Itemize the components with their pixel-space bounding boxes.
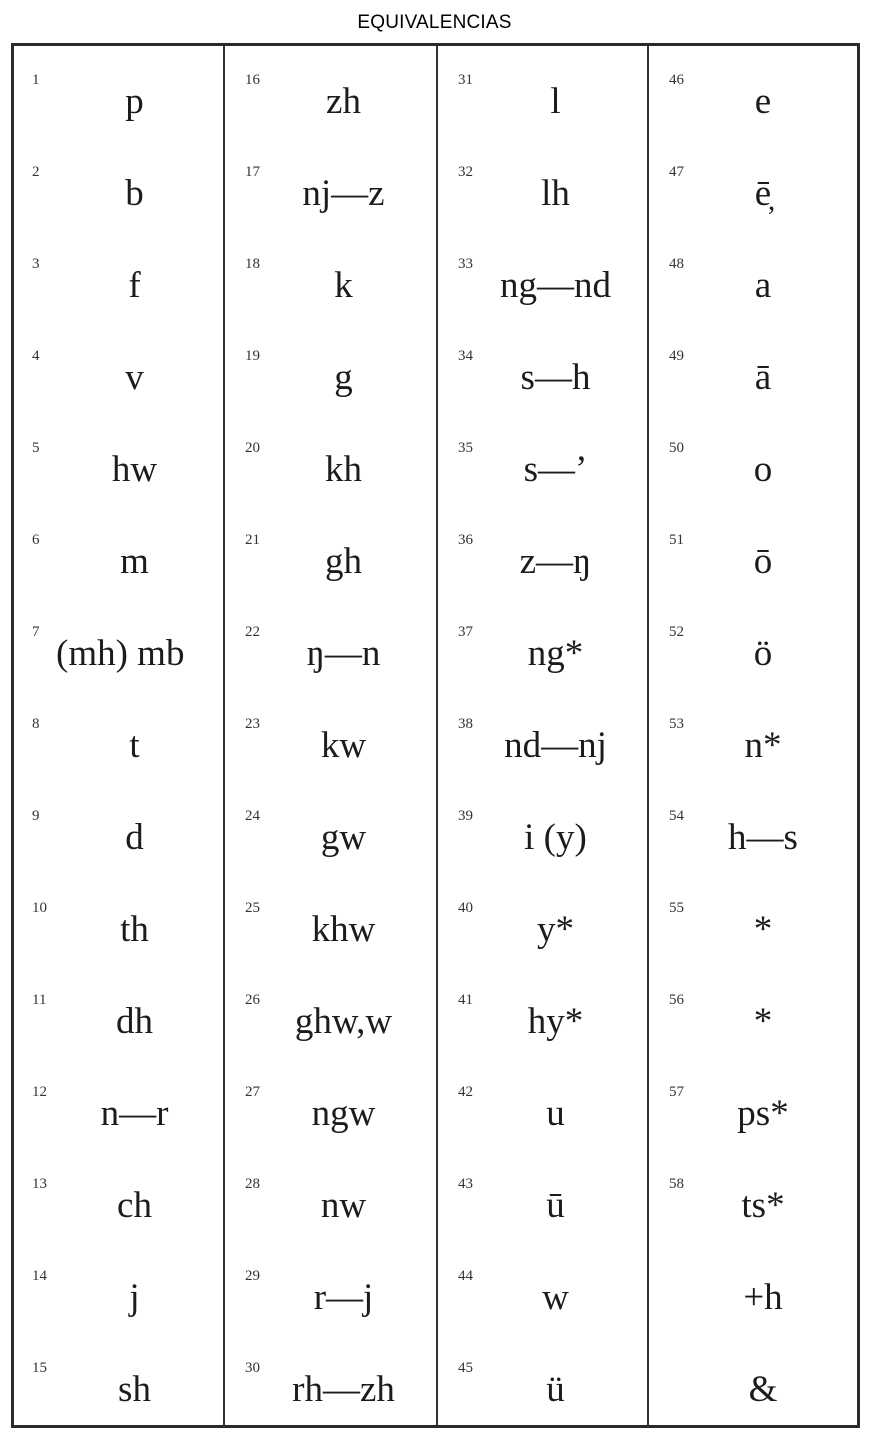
cell-equivalent: nj—z xyxy=(302,173,385,214)
cell-equivalent: lh xyxy=(541,173,570,214)
cell-number: 35 xyxy=(458,440,473,456)
cell-equivalent: z—ŋ xyxy=(519,541,592,582)
cell-number: 52 xyxy=(669,624,684,640)
cell-number: 56 xyxy=(669,992,684,1008)
cell-equivalent: y* xyxy=(537,909,574,950)
equivalence-table xyxy=(11,43,860,1428)
cell-equivalent: ū xyxy=(546,1185,565,1226)
cell-equivalent: s—h xyxy=(520,357,591,398)
cell-number: 28 xyxy=(245,1176,260,1192)
cell-equivalent: zh xyxy=(326,81,361,122)
cell-number: 3 xyxy=(32,256,40,272)
cell-equivalent: & xyxy=(748,1369,778,1410)
cell-number: 34 xyxy=(458,348,473,364)
table-cell xyxy=(225,972,436,1064)
cell-equivalent: f xyxy=(128,265,141,306)
cell-number: 27 xyxy=(245,1084,260,1100)
cell-equivalent: nw xyxy=(320,1185,367,1226)
cell-number: 23 xyxy=(245,716,260,732)
table-column-2 xyxy=(225,46,438,1425)
table-cell xyxy=(649,880,851,972)
table-cell xyxy=(649,1156,851,1248)
table-cell xyxy=(225,1340,436,1432)
cell-equivalent: p xyxy=(125,81,144,122)
cell-equivalent: rh—zh xyxy=(292,1369,395,1410)
table-cell xyxy=(14,604,223,696)
cell-number: 43 xyxy=(458,1176,473,1192)
cell-equivalent: kh xyxy=(325,449,362,490)
table-cell xyxy=(225,788,436,880)
cell-equivalent: ö xyxy=(753,633,773,674)
cell-number: 24 xyxy=(245,808,260,824)
cell-number: 38 xyxy=(458,716,473,732)
cell-equivalent: ē̦ xyxy=(754,173,772,214)
cell-equivalent: gh xyxy=(325,541,362,582)
cell-number: 13 xyxy=(32,1176,47,1192)
cell-number: 48 xyxy=(669,256,684,272)
table-cell xyxy=(14,1340,223,1432)
cell-number: 40 xyxy=(458,900,473,916)
cell-number: 50 xyxy=(669,440,684,456)
cell-number: 58 xyxy=(669,1176,684,1192)
cell-number: 11 xyxy=(32,992,47,1008)
cell-number: 6 xyxy=(32,532,40,548)
table-cell xyxy=(649,236,851,328)
table-cell xyxy=(438,880,647,972)
cell-number: 49 xyxy=(669,348,684,364)
cell-equivalent: k xyxy=(334,265,353,306)
cell-number: 55 xyxy=(669,900,684,916)
table-cell xyxy=(438,1064,647,1156)
cell-equivalent: kw xyxy=(320,725,367,766)
cell-equivalent: ng—nd xyxy=(500,265,611,306)
table-cell xyxy=(225,512,436,604)
table-cell xyxy=(438,696,647,788)
table-cell xyxy=(438,420,647,512)
table-cell xyxy=(225,52,436,144)
table-cell xyxy=(225,1248,436,1340)
cell-equivalent: ō xyxy=(753,541,773,582)
cell-number: 4 xyxy=(32,348,40,364)
cell-equivalent: dh xyxy=(116,1001,153,1042)
cell-equivalent: o xyxy=(753,449,773,490)
table-cell xyxy=(438,236,647,328)
table-cell xyxy=(14,696,223,788)
cell-equivalent: ng* xyxy=(527,633,584,674)
table-cell xyxy=(14,972,223,1064)
cell-number: 54 xyxy=(669,808,684,824)
cell-number: 44 xyxy=(458,1268,473,1284)
table-cell xyxy=(649,512,851,604)
cell-equivalent: hy* xyxy=(527,1001,584,1042)
cell-number: 22 xyxy=(245,624,260,640)
table-cell xyxy=(438,1248,647,1340)
cell-number: 39 xyxy=(458,808,473,824)
cell-number: 8 xyxy=(32,716,40,732)
cell-number: 33 xyxy=(458,256,473,272)
cell-equivalent: u xyxy=(546,1093,565,1134)
table-cell xyxy=(14,144,223,236)
cell-number: 36 xyxy=(458,532,473,548)
cell-equivalent: n* xyxy=(744,725,782,766)
cell-number: 53 xyxy=(669,716,684,732)
cell-equivalent: nd—nj xyxy=(504,725,607,766)
table-cell xyxy=(225,144,436,236)
table-cell xyxy=(649,788,851,880)
cell-number: 37 xyxy=(458,624,473,640)
cell-equivalent: gw xyxy=(320,817,367,858)
cell-number: 1 xyxy=(32,72,40,88)
table-cell xyxy=(14,236,223,328)
table-cell xyxy=(438,52,647,144)
cell-number: 21 xyxy=(245,532,260,548)
table-cell xyxy=(14,788,223,880)
cell-number: 46 xyxy=(669,72,684,88)
cell-equivalent: th xyxy=(120,909,149,950)
cell-equivalent: i (y) xyxy=(524,817,587,858)
cell-number: 30 xyxy=(245,1360,260,1376)
table-cell xyxy=(649,144,851,236)
cell-equivalent: (mh) mb xyxy=(56,633,185,674)
cell-number: 7 xyxy=(32,624,40,640)
table-cell xyxy=(14,52,223,144)
cell-number: 12 xyxy=(32,1084,47,1100)
cell-number: 20 xyxy=(245,440,260,456)
cell-equivalent: n—r xyxy=(100,1093,169,1134)
page-title: EQUIVALENCIAS xyxy=(357,12,512,33)
table-cell xyxy=(14,420,223,512)
table-cell xyxy=(438,1156,647,1248)
cell-equivalent: j xyxy=(129,1277,140,1318)
table-cell xyxy=(225,328,436,420)
table-cell xyxy=(225,880,436,972)
table-cell xyxy=(225,696,436,788)
table-cell xyxy=(649,1248,851,1340)
cell-number: 41 xyxy=(458,992,473,1008)
cell-equivalent: r—j xyxy=(313,1277,374,1318)
table-cell xyxy=(438,144,647,236)
table-cell xyxy=(225,420,436,512)
cell-equivalent: e xyxy=(754,81,772,122)
table-column-1 xyxy=(14,46,225,1425)
table-cell xyxy=(649,52,851,144)
cell-equivalent: * xyxy=(753,1001,773,1042)
table-cell xyxy=(14,1064,223,1156)
cell-equivalent: m xyxy=(120,541,149,582)
cell-equivalent: hw xyxy=(111,449,158,490)
table-cell xyxy=(649,604,851,696)
table-cell xyxy=(438,788,647,880)
cell-number: 16 xyxy=(245,72,260,88)
table-cell xyxy=(438,604,647,696)
table-cell xyxy=(14,328,223,420)
cell-equivalent: b xyxy=(125,173,144,214)
cell-equivalent: w xyxy=(542,1277,569,1318)
cell-equivalent: g xyxy=(334,357,353,398)
cell-number: 17 xyxy=(245,164,260,180)
table-column-3 xyxy=(438,46,649,1425)
table-cell xyxy=(649,328,851,420)
table-cell xyxy=(225,604,436,696)
table-cell xyxy=(649,696,851,788)
cell-number: 14 xyxy=(32,1268,47,1284)
cell-equivalent: ngw xyxy=(311,1093,376,1134)
table-cell xyxy=(14,880,223,972)
cell-equivalent: +h xyxy=(743,1277,783,1318)
cell-equivalent: sh xyxy=(118,1369,151,1410)
cell-number: 9 xyxy=(32,808,40,824)
cell-equivalent: ghw,w xyxy=(294,1001,393,1042)
table-cell xyxy=(649,972,851,1064)
cell-number: 15 xyxy=(32,1360,47,1376)
cell-number: 19 xyxy=(245,348,260,364)
cell-equivalent: * xyxy=(753,909,773,950)
table-cell xyxy=(649,1340,851,1432)
cell-number: 57 xyxy=(669,1084,684,1100)
table-cell xyxy=(225,1156,436,1248)
cell-number: 51 xyxy=(669,532,684,548)
table-cell xyxy=(438,1340,647,1432)
cell-number: 32 xyxy=(458,164,473,180)
cell-equivalent: ps* xyxy=(737,1093,789,1134)
cell-number: 25 xyxy=(245,900,260,916)
table-column-4 xyxy=(649,46,851,1425)
table-cell xyxy=(438,512,647,604)
cell-number: 42 xyxy=(458,1084,473,1100)
cell-number: 5 xyxy=(32,440,40,456)
cell-number: 29 xyxy=(245,1268,260,1284)
cell-equivalent: ŋ—n xyxy=(306,633,381,674)
cell-number: 47 xyxy=(669,164,684,180)
table-cell xyxy=(14,1156,223,1248)
cell-equivalent: d xyxy=(125,817,144,858)
table-cell xyxy=(14,512,223,604)
cell-number: 31 xyxy=(458,72,473,88)
cell-number: 2 xyxy=(32,164,40,180)
cell-equivalent: ü xyxy=(546,1369,565,1410)
cell-number: 26 xyxy=(245,992,260,1008)
cell-equivalent: a xyxy=(754,265,772,306)
table-cell xyxy=(438,972,647,1064)
cell-equivalent: ts* xyxy=(741,1185,785,1226)
cell-number: 10 xyxy=(32,900,47,916)
cell-number: 18 xyxy=(245,256,260,272)
cell-equivalent: ch xyxy=(117,1185,152,1226)
table-cell xyxy=(14,1248,223,1340)
cell-equivalent: khw xyxy=(311,909,376,950)
table-cell xyxy=(649,420,851,512)
cell-equivalent: t xyxy=(129,725,140,766)
cell-number: 45 xyxy=(458,1360,473,1376)
cell-equivalent: l xyxy=(550,81,561,122)
cell-equivalent: h—s xyxy=(728,817,798,858)
cell-equivalent: ā xyxy=(754,357,772,398)
table-cell xyxy=(225,236,436,328)
cell-equivalent: s—’ xyxy=(523,449,588,490)
table-cell xyxy=(225,1064,436,1156)
table-cell xyxy=(649,1064,851,1156)
cell-equivalent: v xyxy=(125,357,144,398)
table-cell xyxy=(438,328,647,420)
